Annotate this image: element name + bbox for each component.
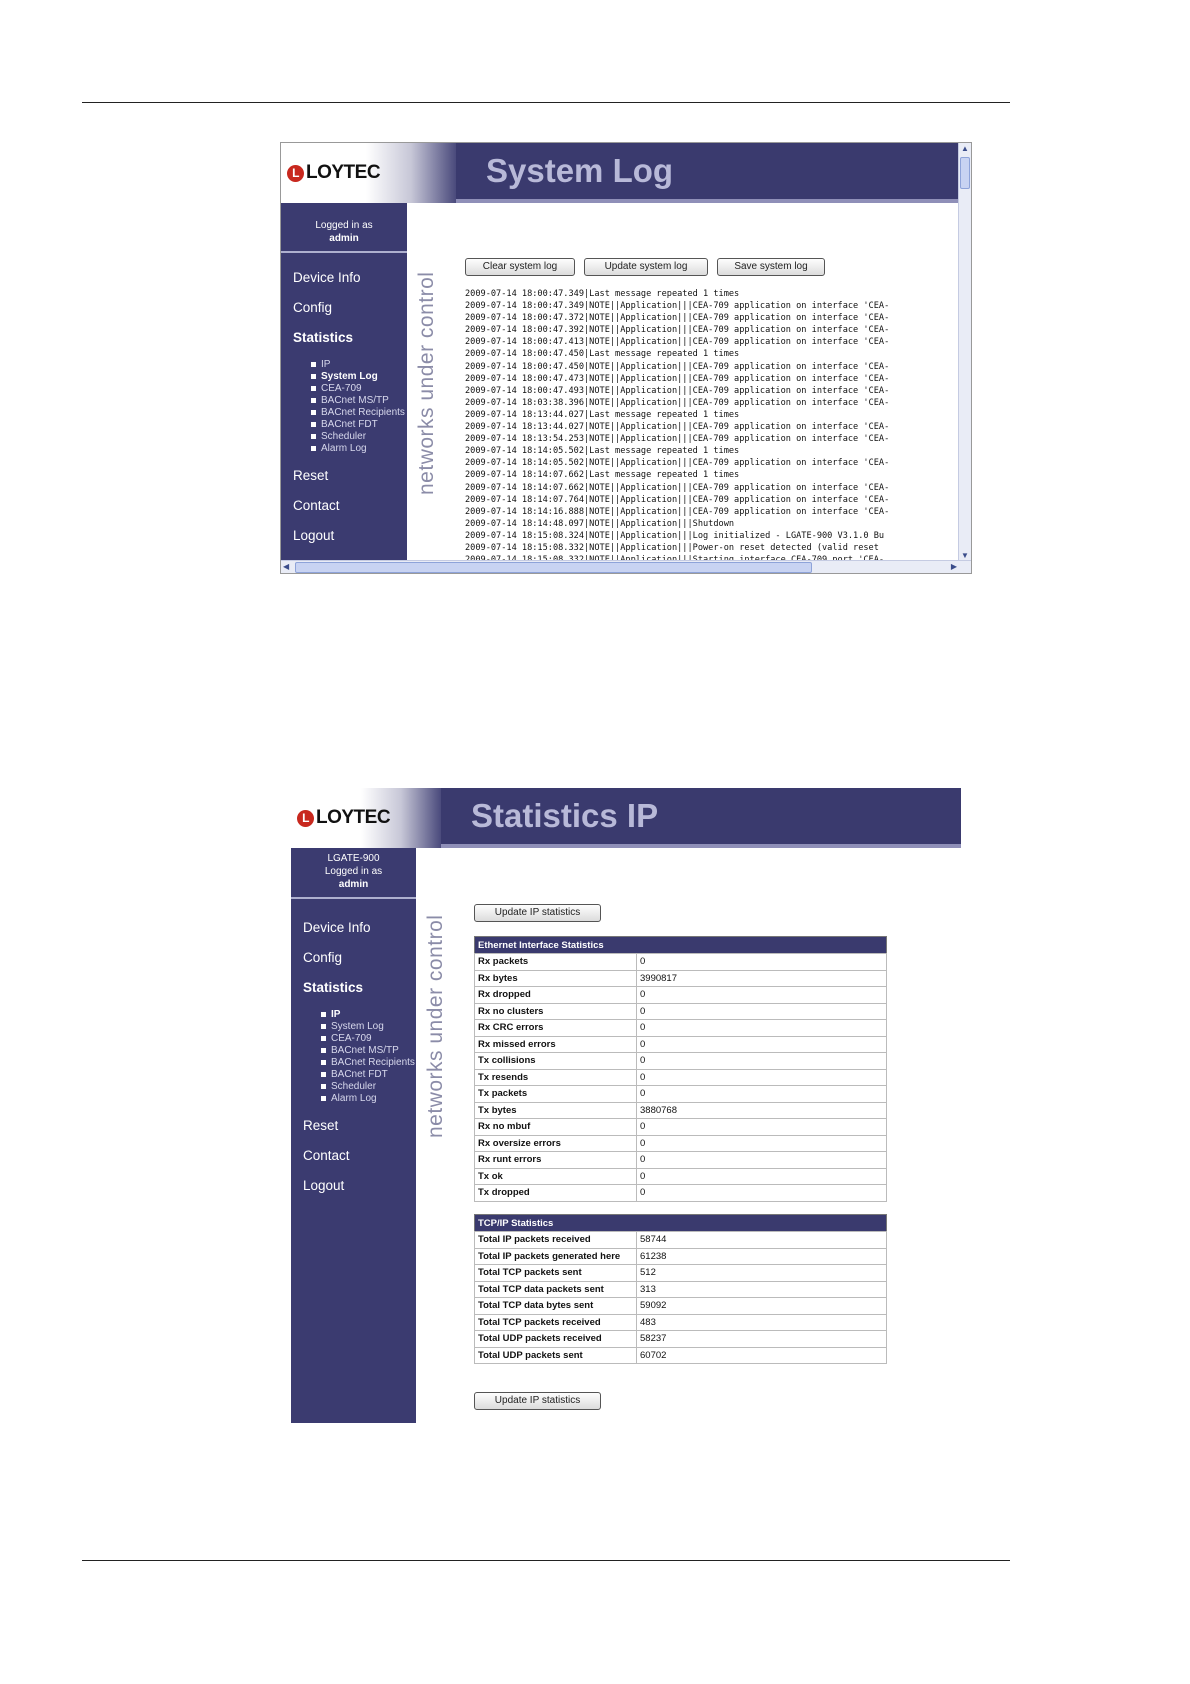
stat-label: Tx bytes bbox=[475, 1102, 637, 1119]
stat-value: 0 bbox=[637, 1003, 887, 1020]
table-row bbox=[475, 1298, 887, 1315]
stat-value: 0 bbox=[637, 1135, 887, 1152]
log-line: 2009-07-14 18:15:08.324|NOTE||Application|||Log initialized - LGATE-900 V3.1.0 Bu bbox=[465, 530, 885, 541]
statistics-ip-screenshot bbox=[291, 788, 961, 1423]
subnav-scheduler[interactable]: Scheduler bbox=[311, 431, 407, 443]
header bbox=[291, 788, 961, 848]
stat-value: 0 bbox=[637, 1152, 887, 1169]
stat-label: Total UDP packets received bbox=[475, 1331, 637, 1348]
stat-label: Rx runt errors bbox=[475, 1152, 637, 1169]
stat-label: Total IP packets received bbox=[475, 1232, 637, 1249]
table-row bbox=[475, 1347, 887, 1364]
tcpip-statistics-table bbox=[474, 1214, 887, 1364]
stat-value: 0 bbox=[637, 954, 887, 971]
table-row bbox=[475, 1185, 887, 1202]
page-title: System Log bbox=[456, 143, 959, 203]
nav-contact[interactable]: Contact bbox=[303, 1148, 350, 1163]
subnav-alarm-log[interactable]: Alarm Log bbox=[311, 443, 407, 455]
subnav-ip[interactable]: IP bbox=[321, 1009, 416, 1021]
brand-text: LOYTEC bbox=[316, 807, 391, 828]
stat-value: 0 bbox=[637, 1119, 887, 1136]
logged-in-label: Logged in as bbox=[324, 866, 383, 877]
stat-label: Tx resends bbox=[475, 1069, 637, 1086]
log-line: 2009-07-14 18:14:05.502|Last message repeated 1 times bbox=[465, 446, 740, 457]
subnav-ip[interactable]: IP bbox=[311, 359, 407, 371]
nav-config[interactable]: Config bbox=[303, 950, 343, 965]
nav-device-info[interactable]: Device Info bbox=[293, 270, 361, 285]
stat-value: 0 bbox=[637, 1020, 887, 1037]
username: admin bbox=[329, 233, 359, 244]
stat-value: 0 bbox=[637, 1086, 887, 1103]
ethernet-statistics-table bbox=[474, 936, 887, 1202]
stat-label: Total TCP data bytes sent bbox=[475, 1298, 637, 1315]
sidebar bbox=[281, 203, 407, 561]
header bbox=[281, 143, 959, 203]
subnav-bacnet-recipients[interactable]: BACnet Recipients bbox=[311, 407, 407, 419]
scroll-up-icon[interactable]: ▲ bbox=[961, 144, 969, 153]
stat-value: 0 bbox=[637, 1185, 887, 1202]
nav-statistics[interactable]: Statistics bbox=[303, 980, 364, 995]
nav-reset[interactable]: Reset bbox=[303, 1118, 339, 1133]
username: admin bbox=[338, 879, 369, 890]
login-info bbox=[291, 848, 416, 899]
log-line: 2009-07-14 18:00:47.413|NOTE||Application|||CEA-709 application on interface 'CEA- bbox=[465, 337, 890, 348]
log-line: 2009-07-14 18:00:47.349|NOTE||Application|||CEA-709 application on interface 'CEA- bbox=[465, 301, 890, 312]
subnav-cea-709[interactable]: CEA-709 bbox=[321, 1033, 416, 1045]
subnav-alarm-log[interactable]: Alarm Log bbox=[321, 1093, 416, 1105]
stat-value: 3990817 bbox=[637, 970, 887, 987]
table-row bbox=[475, 1331, 887, 1348]
table-row bbox=[475, 1069, 887, 1086]
stat-label: Rx bytes bbox=[475, 970, 637, 987]
log-line: 2009-07-14 18:14:16.888|NOTE||Application|||CEA-709 application on interface 'CEA- bbox=[465, 506, 890, 517]
subnav-cea-709[interactable]: CEA-709 bbox=[311, 383, 407, 395]
main-nav bbox=[281, 263, 407, 551]
stat-value: 0 bbox=[637, 1036, 887, 1053]
table-row bbox=[475, 1248, 887, 1265]
log-line: 2009-07-14 18:13:44.027|Last message repeated 1 times bbox=[465, 409, 740, 420]
top-rule bbox=[82, 102, 1010, 103]
subnav-bacnet-recipients[interactable]: BACnet Recipients bbox=[321, 1057, 416, 1069]
table-row bbox=[475, 1086, 887, 1103]
stat-label: Total TCP packets received bbox=[475, 1314, 637, 1331]
nav-reset[interactable]: Reset bbox=[293, 468, 329, 483]
stat-value: 58744 bbox=[637, 1232, 887, 1249]
stat-value: 483 bbox=[637, 1314, 887, 1331]
scroll-right-icon[interactable]: ▶ bbox=[950, 562, 957, 571]
nav-device-info[interactable]: Device Info bbox=[303, 920, 371, 935]
table-row bbox=[475, 1314, 887, 1331]
statistics-subnav bbox=[303, 1009, 416, 1105]
save-system-log-button[interactable]: Save system log bbox=[717, 258, 825, 276]
loytec-logo bbox=[291, 788, 441, 848]
table-row bbox=[475, 970, 887, 987]
stat-label: Rx CRC errors bbox=[475, 1020, 637, 1037]
subnav-scheduler[interactable]: Scheduler bbox=[321, 1081, 416, 1093]
log-line: 2009-07-14 18:03:38.396|NOTE||Application|||CEA-709 application on interface 'CEA- bbox=[465, 397, 890, 408]
log-line: 2009-07-14 18:14:07.764|NOTE||Application|||CEA-709 application on interface 'CEA- bbox=[465, 494, 890, 505]
device-name: LGATE-900 bbox=[327, 853, 380, 864]
table-row bbox=[475, 1119, 887, 1136]
stat-label: Total UDP packets sent bbox=[475, 1347, 637, 1364]
stat-label: Rx dropped bbox=[475, 987, 637, 1004]
log-line: 2009-07-14 18:00:47.473|NOTE||Application|||CEA-709 application on interface 'CEA- bbox=[465, 373, 890, 384]
stat-label: Rx no mbuf bbox=[475, 1119, 637, 1136]
table-row bbox=[475, 1168, 887, 1185]
logged-in-label: Logged in as bbox=[315, 220, 373, 231]
stat-value: 0 bbox=[637, 1168, 887, 1185]
subnav-bacnet-mstp[interactable]: BACnet MS/TP bbox=[311, 395, 407, 407]
stat-label: Rx oversize errors bbox=[475, 1135, 637, 1152]
stat-label: Rx missed errors bbox=[475, 1036, 637, 1053]
tcpip-table-title: TCP/IP Statistics bbox=[475, 1215, 887, 1232]
update-system-log-button[interactable]: Update system log bbox=[584, 258, 708, 276]
table-row bbox=[475, 1152, 887, 1169]
stat-value: 60702 bbox=[637, 1347, 887, 1364]
subnav-system-log[interactable]: System Log bbox=[321, 1021, 416, 1033]
stat-label: Tx dropped bbox=[475, 1185, 637, 1202]
nav-logout[interactable]: Logout bbox=[303, 1178, 345, 1193]
tagline: networks under control bbox=[424, 914, 447, 1138]
stat-label: Tx packets bbox=[475, 1086, 637, 1103]
log-line: 2009-07-14 18:00:47.450|Last message repeated 1 times bbox=[465, 349, 740, 360]
stat-label: Rx no clusters bbox=[475, 1003, 637, 1020]
brand-text: LOYTEC bbox=[306, 162, 381, 183]
stat-label: Total TCP data packets sent bbox=[475, 1281, 637, 1298]
vertical-scroll-thumb[interactable] bbox=[960, 157, 970, 189]
stat-value: 61238 bbox=[637, 1248, 887, 1265]
log-line: 2009-07-14 18:00:47.349|Last message repeated 1 times bbox=[465, 289, 740, 299]
nav-contact[interactable]: Contact bbox=[293, 498, 340, 513]
log-line: 2009-07-14 18:14:07.662|NOTE||Application|||CEA-709 application on interface 'CEA- bbox=[465, 482, 890, 493]
table-row bbox=[475, 1020, 887, 1037]
subnav-bacnet-mstp[interactable]: BACnet MS/TP bbox=[321, 1045, 416, 1057]
log-line: 2009-07-14 18:00:47.450|NOTE||Application|||CEA-709 application on interface 'CEA- bbox=[465, 361, 890, 372]
subnav-bacnet-fdt[interactable]: BACnet FDT bbox=[311, 419, 407, 431]
nav-config[interactable]: Config bbox=[293, 300, 333, 315]
stat-label: Total IP packets generated here bbox=[475, 1248, 637, 1265]
log-line: 2009-07-14 18:14:48.097|NOTE||Application|||Shutdown bbox=[465, 518, 735, 529]
table-row bbox=[475, 1053, 887, 1070]
main-nav bbox=[291, 913, 416, 1201]
scroll-left-icon[interactable]: ◀ bbox=[283, 562, 290, 571]
loytec-logo-icon: L bbox=[297, 810, 314, 827]
sidebar bbox=[291, 848, 416, 1423]
clear-system-log-button[interactable]: Clear system log bbox=[465, 258, 575, 276]
scroll-down-icon[interactable]: ▼ bbox=[961, 551, 969, 560]
system-log-text bbox=[465, 288, 955, 560]
table-row bbox=[475, 1036, 887, 1053]
nav-statistics[interactable]: Statistics bbox=[293, 330, 354, 345]
stat-value: 0 bbox=[637, 1053, 887, 1070]
table-row bbox=[475, 1232, 887, 1249]
update-ip-statistics-button-bottom[interactable]: Update IP statistics bbox=[474, 1392, 601, 1410]
table-row bbox=[475, 1003, 887, 1020]
horizontal-scrollbar[interactable] bbox=[281, 560, 971, 573]
stat-value: 0 bbox=[637, 1069, 887, 1086]
table-row bbox=[475, 1281, 887, 1298]
log-line: 2009-07-14 18:14:05.502|NOTE||Application|||CEA-709 application on interface 'CEA- bbox=[465, 458, 890, 469]
stat-value: 3880768 bbox=[637, 1102, 887, 1119]
tagline: networks under control bbox=[415, 271, 438, 495]
stat-label: Tx collisions bbox=[475, 1053, 637, 1070]
nav-logout[interactable]: Logout bbox=[293, 528, 335, 543]
system-log-screenshot bbox=[280, 142, 972, 574]
log-line: 2009-07-14 18:13:54.253|NOTE||Application|||CEA-709 application on interface 'CEA- bbox=[465, 434, 890, 445]
bottom-rule bbox=[82, 1560, 1010, 1561]
stat-value: 59092 bbox=[637, 1298, 887, 1315]
stat-value: 58237 bbox=[637, 1331, 887, 1348]
log-line: 2009-07-14 18:00:47.392|NOTE||Application|||CEA-709 application on interface 'CEA- bbox=[465, 325, 890, 336]
log-line: 2009-07-14 18:13:44.027|NOTE||Application|||CEA-709 application on interface 'CEA- bbox=[465, 422, 890, 433]
stat-label: Total TCP packets sent bbox=[475, 1265, 637, 1282]
subnav-bacnet-fdt[interactable]: BACnet FDT bbox=[321, 1069, 416, 1081]
horizontal-scroll-thumb[interactable] bbox=[295, 562, 812, 573]
stat-value: 512 bbox=[637, 1265, 887, 1282]
table-row bbox=[475, 954, 887, 971]
log-line: 2009-07-14 18:15:08.332|NOTE||Application|||Power-on reset detected (valid reset bbox=[465, 542, 879, 553]
statistics-subnav bbox=[293, 359, 407, 455]
log-line: 2009-07-14 18:14:07.662|Last message repeated 1 times bbox=[465, 470, 740, 481]
loytec-logo bbox=[281, 143, 456, 203]
loytec-logo-icon: L bbox=[287, 165, 304, 182]
page-title: Statistics IP bbox=[441, 788, 961, 848]
stat-label: Rx packets bbox=[475, 954, 637, 971]
update-ip-statistics-button[interactable]: Update IP statistics bbox=[474, 904, 601, 922]
vertical-scrollbar[interactable] bbox=[958, 143, 971, 573]
login-info bbox=[281, 203, 407, 253]
log-line: 2009-07-14 18:00:47.372|NOTE||Application|||CEA-709 application on interface 'CEA- bbox=[465, 313, 890, 324]
stat-value: 313 bbox=[637, 1281, 887, 1298]
stat-value: 0 bbox=[637, 987, 887, 1004]
table-row bbox=[475, 987, 887, 1004]
table-row bbox=[475, 1135, 887, 1152]
table-row bbox=[475, 1265, 887, 1282]
subnav-system-log[interactable]: System Log bbox=[311, 371, 407, 383]
ethernet-table-title: Ethernet Interface Statistics bbox=[475, 937, 887, 954]
stat-label: Tx ok bbox=[475, 1168, 637, 1185]
log-line: 2009-07-14 18:00:47.493|NOTE||Application|||CEA-709 application on interface 'CEA- bbox=[465, 385, 890, 396]
table-row bbox=[475, 1102, 887, 1119]
